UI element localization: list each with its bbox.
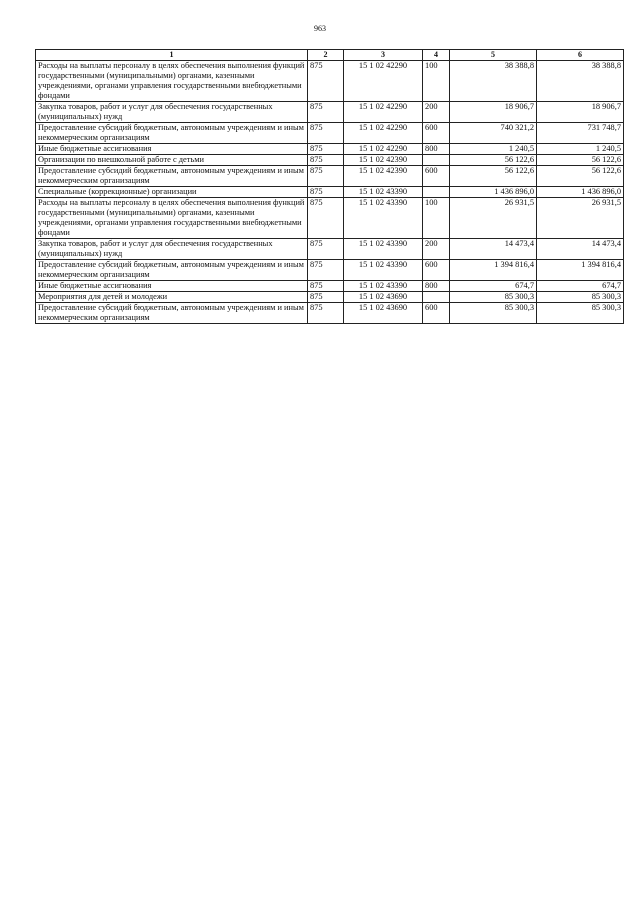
ministry-code-cell: 875 (308, 239, 344, 260)
expense-name-cell: Расходы на выплаты персоналу в целях обеспечения выполнения функций государственными (муниципальными) органами, казенными учреждениями, органами управления государственными внебюджетными фондами (36, 198, 308, 239)
amount-cell-col6: 1 394 816,4 (537, 260, 624, 281)
target-article-cell: 15 1 02 42290 (344, 61, 423, 102)
amount-cell-col6: 85 300,3 (537, 292, 624, 303)
target-article-cell: 15 1 02 43390 (344, 281, 423, 292)
ministry-code-cell: 875 (308, 303, 344, 324)
amount-cell-col5: 38 388,8 (450, 61, 537, 102)
ministry-code-cell: 875 (308, 292, 344, 303)
expense-name-cell: Расходы на выплаты персоналу в целях обеспечения выполнения функций государственными (муниципальными) органами, казенными учреждениями, органами управления государственными внебюджетными фондами (36, 61, 308, 102)
table-row (36, 61, 624, 102)
ministry-code-cell: 875 (308, 281, 344, 292)
expense-type-cell: 200 (423, 102, 450, 123)
expense-name-cell: Мероприятия для детей и молодежи (36, 292, 308, 303)
amount-cell-col5: 1 394 816,4 (450, 260, 537, 281)
ministry-code-cell: 875 (308, 123, 344, 144)
amount-cell-col5: 1 436 896,0 (450, 187, 537, 198)
amount-cell-col5: 85 300,3 (450, 303, 537, 324)
amount-cell-col5: 1 240,5 (450, 144, 537, 155)
ministry-code-cell: 875 (308, 260, 344, 281)
amount-cell-col6: 1 240,5 (537, 144, 624, 155)
expense-type-cell: 200 (423, 239, 450, 260)
expense-type-cell (423, 187, 450, 198)
target-article-cell: 15 1 02 43390 (344, 187, 423, 198)
amount-cell-col5: 18 906,7 (450, 102, 537, 123)
header-row (36, 50, 624, 61)
expense-type-cell (423, 292, 450, 303)
expense-name-cell: Предоставление субсидий бюджетным, автономным учреждениям и иным некоммерческим организациям (36, 260, 308, 281)
ministry-code-cell: 875 (308, 144, 344, 155)
table-row (36, 239, 624, 260)
target-article-cell: 15 1 02 43390 (344, 198, 423, 239)
expense-name-cell: Предоставление субсидий бюджетным, автономным учреждениям и иным некоммерческим организациям (36, 303, 308, 324)
expense-name-cell: Иные бюджетные ассигнования (36, 144, 308, 155)
expense-name-cell: Предоставление субсидий бюджетным, автономным учреждениям и иным некоммерческим организациям (36, 166, 308, 187)
table-row (36, 166, 624, 187)
amount-cell-col6: 26 931,5 (537, 198, 624, 239)
table-row (36, 260, 624, 281)
ministry-code-cell: 875 (308, 102, 344, 123)
amount-cell-col6: 56 122,6 (537, 155, 624, 166)
table-row (36, 198, 624, 239)
amount-cell-col6: 674,7 (537, 281, 624, 292)
table-header (36, 50, 624, 61)
column-header: 4 (423, 50, 450, 61)
target-article-cell: 15 1 02 43690 (344, 292, 423, 303)
expense-name-cell: Предоставление субсидий бюджетным, автономным учреждениям и иным некоммерческим организациям (36, 123, 308, 144)
target-article-cell: 15 1 02 43390 (344, 239, 423, 260)
expense-type-cell (423, 155, 450, 166)
amount-cell-col6: 1 436 896,0 (537, 187, 624, 198)
ministry-code-cell: 875 (308, 187, 344, 198)
column-header: 5 (450, 50, 537, 61)
amount-cell-col5: 674,7 (450, 281, 537, 292)
amount-cell-col6: 85 300,3 (537, 303, 624, 324)
amount-cell-col6: 56 122,6 (537, 166, 624, 187)
target-article-cell: 15 1 02 43690 (344, 303, 423, 324)
expense-name-cell: Иные бюджетные ассигнования (36, 281, 308, 292)
expense-type-cell: 600 (423, 123, 450, 144)
expense-type-cell: 600 (423, 303, 450, 324)
table-row (36, 187, 624, 198)
target-article-cell: 15 1 02 42390 (344, 166, 423, 187)
amount-cell-col6: 38 388,8 (537, 61, 624, 102)
expense-name-cell: Специальные (коррекционные) организации (36, 187, 308, 198)
ministry-code-cell: 875 (308, 61, 344, 102)
page-number: 963 (314, 24, 326, 33)
column-header: 3 (344, 50, 423, 61)
table-row (36, 303, 624, 324)
amount-cell-col6: 14 473,4 (537, 239, 624, 260)
amount-cell-col5: 740 321,2 (450, 123, 537, 144)
expense-type-cell: 100 (423, 198, 450, 239)
amount-cell-col5: 56 122,6 (450, 166, 537, 187)
amount-cell-col5: 85 300,3 (450, 292, 537, 303)
budget-table (35, 49, 624, 324)
target-article-cell: 15 1 02 42390 (344, 155, 423, 166)
amount-cell-col5: 56 122,6 (450, 155, 537, 166)
table-row (36, 281, 624, 292)
expense-type-cell: 800 (423, 144, 450, 155)
amount-cell-col6: 18 906,7 (537, 102, 624, 123)
ministry-code-cell: 875 (308, 198, 344, 239)
ministry-code-cell: 875 (308, 155, 344, 166)
target-article-cell: 15 1 02 42290 (344, 144, 423, 155)
amount-cell-col5: 26 931,5 (450, 198, 537, 239)
table-row (36, 144, 624, 155)
expense-type-cell: 600 (423, 260, 450, 281)
expense-name-cell: Закупка товаров, работ и услуг для обеспечения государственных (муниципальных) нужд (36, 239, 308, 260)
amount-cell-col6: 731 748,7 (537, 123, 624, 144)
ministry-code-cell: 875 (308, 166, 344, 187)
column-header: 6 (537, 50, 624, 61)
expense-name-cell: Организации по внешкольной работе с детьми (36, 155, 308, 166)
table-row (36, 123, 624, 144)
table-row (36, 102, 624, 123)
amount-cell-col5: 14 473,4 (450, 239, 537, 260)
expense-name-cell: Закупка товаров, работ и услуг для обеспечения государственных (муниципальных) нужд (36, 102, 308, 123)
table-row (36, 155, 624, 166)
table-row (36, 292, 624, 303)
column-header: 1 (36, 50, 308, 61)
column-header: 2 (308, 50, 344, 61)
table-body (36, 61, 624, 324)
target-article-cell: 15 1 02 43390 (344, 260, 423, 281)
target-article-cell: 15 1 02 42290 (344, 102, 423, 123)
expense-type-cell: 600 (423, 166, 450, 187)
expense-type-cell: 800 (423, 281, 450, 292)
target-article-cell: 15 1 02 42290 (344, 123, 423, 144)
expense-type-cell: 100 (423, 61, 450, 102)
